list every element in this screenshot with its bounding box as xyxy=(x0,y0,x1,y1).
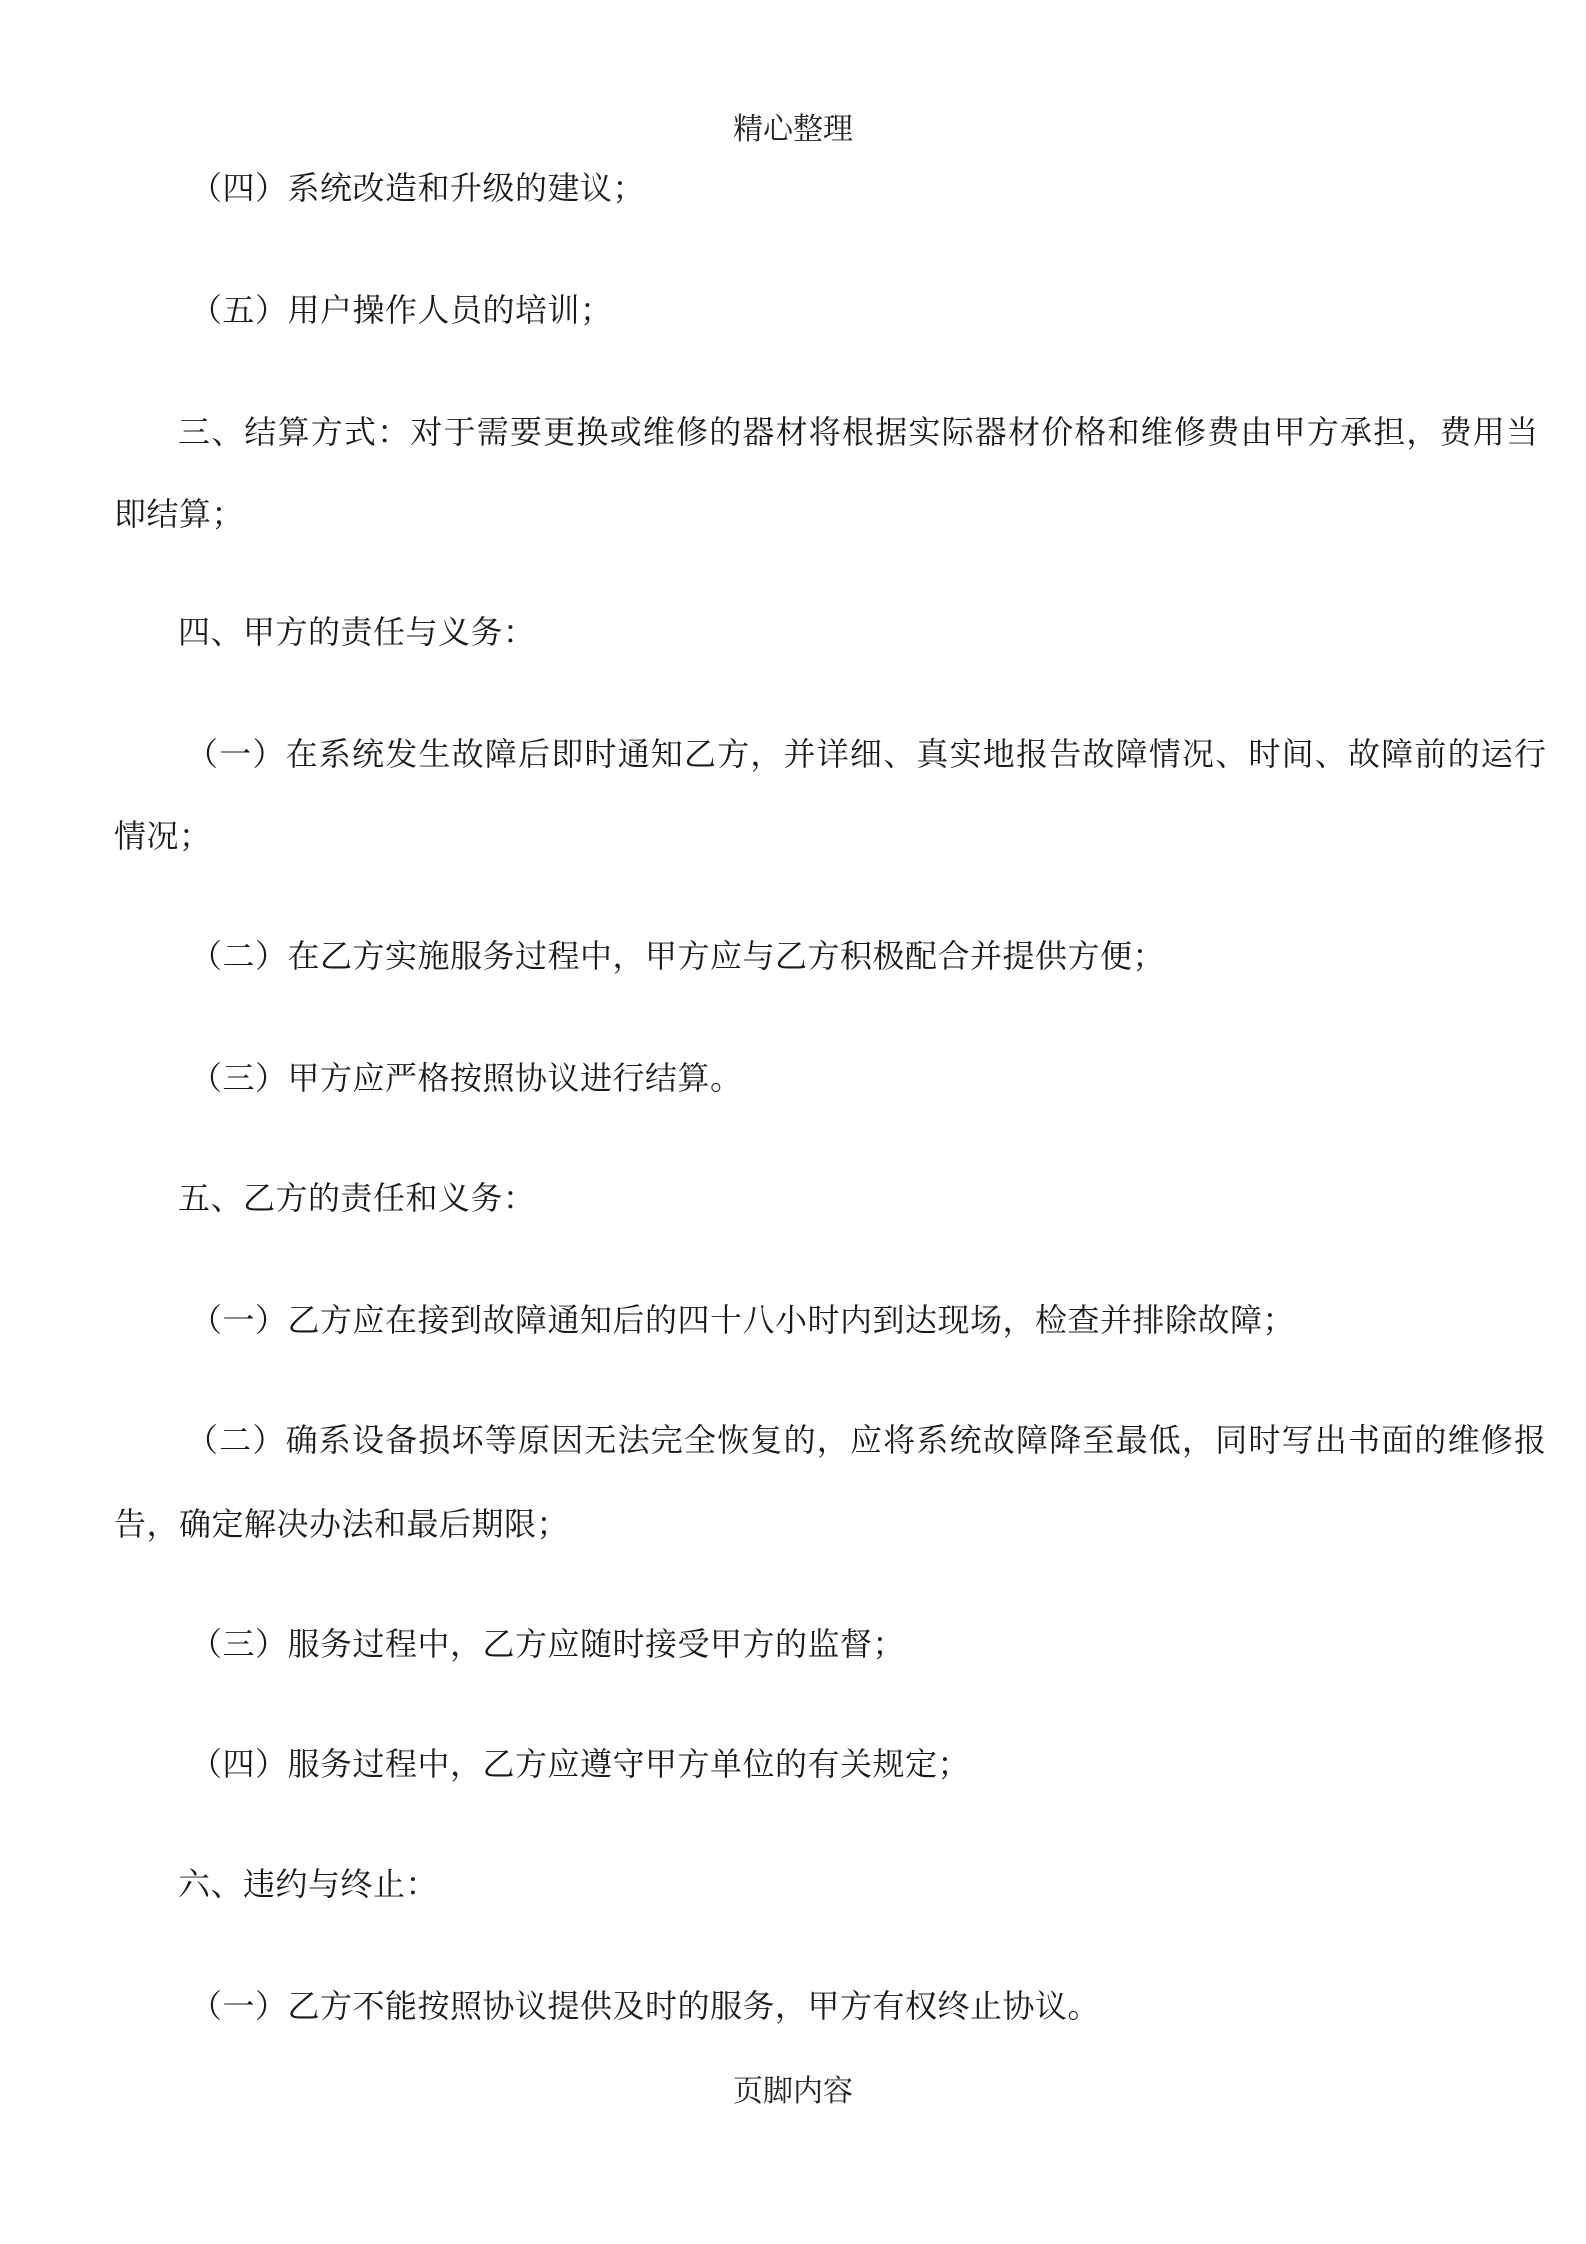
section-3-line-2: 即结算； xyxy=(114,495,245,533)
section-4-heading: 四、甲方的责任与义务： xyxy=(178,613,536,651)
section-6-heading: 六、违约与终止： xyxy=(178,1865,439,1903)
clause-2-4: （四）系统改造和升级的建议； xyxy=(190,169,646,207)
page-footer: 页脚内容 xyxy=(733,2074,853,2109)
clause-4-1-line-1: （一）在系统发生故障后即时通知乙方，并详细、真实地报告故障情况、时间、故障前的运行 xyxy=(186,735,1548,773)
section-3-line-1: 三、结算方式：对于需要更换或维修的器材将根据实际器材价格和维修费由甲方承担，费用当 xyxy=(178,413,1540,451)
page-header: 精心整理 xyxy=(733,112,853,147)
clause-5-2-line-1: （二）确系设备损坏等原因无法完全恢复的，应将系统故障降至最低，同时写出书面的维修报 xyxy=(186,1421,1548,1459)
clause-5-4: （四）服务过程中，乙方应遵守甲方单位的有关规定； xyxy=(190,1745,971,1783)
clause-5-2-line-2: 告，确定解决办法和最后期限； xyxy=(114,1505,570,1543)
clause-2-5: （五）用户操作人员的培训； xyxy=(190,291,613,329)
section-5-heading: 五、乙方的责任和义务： xyxy=(178,1179,536,1217)
clause-5-3: （三）服务过程中，乙方应随时接受甲方的监督； xyxy=(190,1625,906,1663)
clause-4-1-line-2: 情况； xyxy=(114,817,212,855)
clause-6-1: （一）乙方不能按照协议提供及时的服务，甲方有权终止协议。 xyxy=(190,1987,1101,2025)
clause-4-3: （三）甲方应严格按照协议进行结算。 xyxy=(190,1059,743,1097)
clause-4-2: （二）在乙方实施服务过程中，甲方应与乙方积极配合并提供方便； xyxy=(190,937,1166,975)
clause-5-1: （一）乙方应在接到故障通知后的四十八小时内到达现场，检查并排除故障； xyxy=(190,1301,1296,1339)
